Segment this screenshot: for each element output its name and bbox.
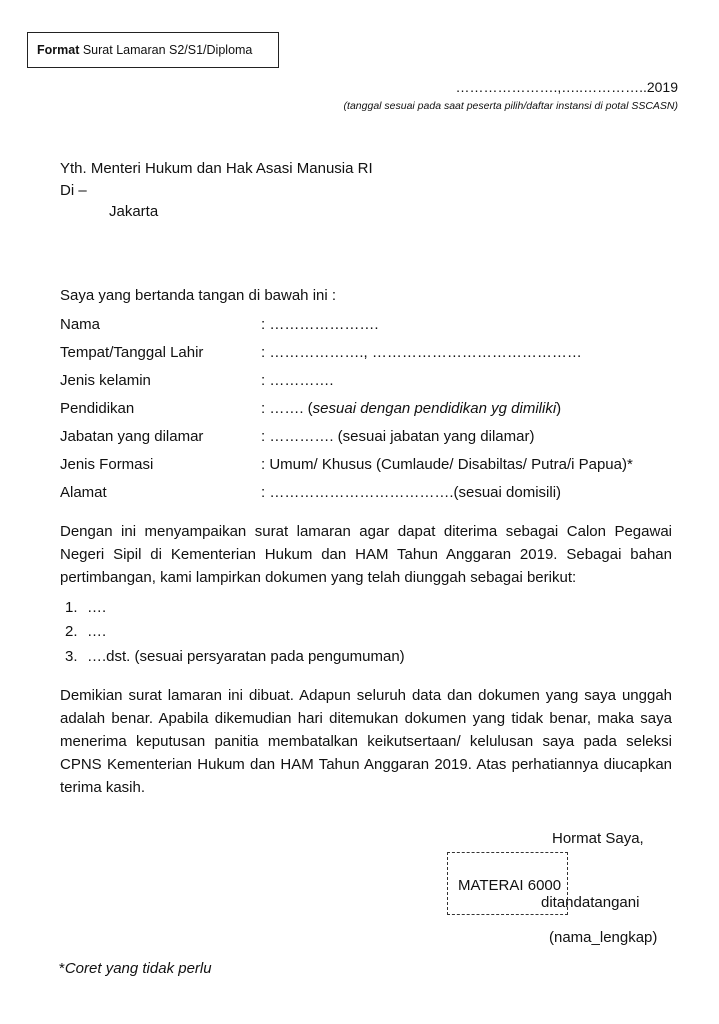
field-label: Alamat (60, 484, 107, 501)
attachment-text: …. (87, 623, 107, 640)
stamp-label: MATERAI 6000 (458, 877, 562, 894)
recipient-di: Di – (60, 182, 87, 199)
attachment-number: 1. (65, 599, 78, 616)
date-line: ………………….,…..…………..2019 (455, 79, 678, 95)
field-value-suffix: ) (556, 400, 562, 417)
field-value: : Umum/ Khusus (Cumlaude/ Disabiltas/ Putra/i Papua)* (261, 456, 633, 473)
attachment-number: 2. (65, 623, 78, 640)
attachment-text: ….dst. (sesuai persyaratan pada pengumuman) (87, 648, 405, 665)
body-paragraph-2: Demikian surat lamaran ini dibuat. Adapun seluruh data dan dokumen yang saya unggah adalah benar. Apabila dikemudian hari ditemukan dokumen yang tidak benar, maka saya menerima keputusan panitia membatalkan keikutsertaan/ kelulusan saya pada seleksi CPNS Kementerian Hukum dan HAM Tahun Anggaran 2019. Atas perhatiannya diucapkan terima kasih. (60, 687, 672, 796)
footnote-text: Coret yang tidak perlu (64, 960, 212, 977)
footnote-asterisk: * (59, 960, 65, 977)
date-note: (tanggal sesuai pada saat peserta pilih/daftar instansi di potal SSCASN) (343, 100, 678, 112)
field-label: Nama (60, 316, 101, 333)
intro-text: Saya yang bertanda tangan di bawah ini : (60, 287, 337, 304)
recipient-city: Jakarta (109, 203, 159, 220)
attachment-number: 3. (65, 648, 78, 665)
signer-name: (nama_lengkap) (549, 929, 658, 946)
field-value: : ……………………………….(sesuai domisili) (261, 484, 562, 501)
field-label: Pendidikan (60, 400, 135, 417)
footnote (59, 960, 212, 977)
field-label: Jenis Formasi (60, 456, 154, 473)
field-value: : …………………. (261, 316, 379, 333)
field-label: Jabatan yang dilamar (60, 428, 204, 445)
field-value (261, 400, 561, 417)
field-label: Tempat/Tanggal Lahir (60, 344, 204, 361)
attachment-item (65, 623, 106, 640)
signed-label: ditandatangani (541, 894, 640, 911)
field-value-prefix: : ……. ( (261, 400, 313, 417)
field-label: Jenis kelamin (60, 372, 151, 389)
format-label-bold: Format (37, 43, 80, 57)
attachment-text: …. (87, 599, 107, 616)
closing-text: Hormat Saya, (552, 830, 644, 847)
field-value-italic: sesuai dengan pendidikan yg dimiliki (312, 400, 557, 417)
field-value: : …………. (sesuai jabatan yang dilamar) (261, 428, 535, 445)
format-label-text: Surat Lamaran S2/S1/Diploma (79, 43, 253, 57)
field-value: : ………………., …………………………………… (261, 344, 582, 361)
body-paragraph-1: Dengan ini menyampaikan surat lamaran agar dapat diterima sebagai Calon Pegawai Negeri Sipil di Kementerian Hukum dan HAM Tahun Anggaran 2019. Sebagai bahan pertimbangan, kami lampirkan dokumen yang telah diunggah sebagai berikut: (60, 523, 672, 586)
attachment-item (65, 648, 405, 665)
field-value: : …………. (261, 372, 334, 389)
attachment-item (65, 599, 106, 616)
recipient-line: Yth. Menteri Hukum dan Hak Asasi Manusia RI (60, 160, 373, 177)
format-label-box (27, 32, 279, 68)
